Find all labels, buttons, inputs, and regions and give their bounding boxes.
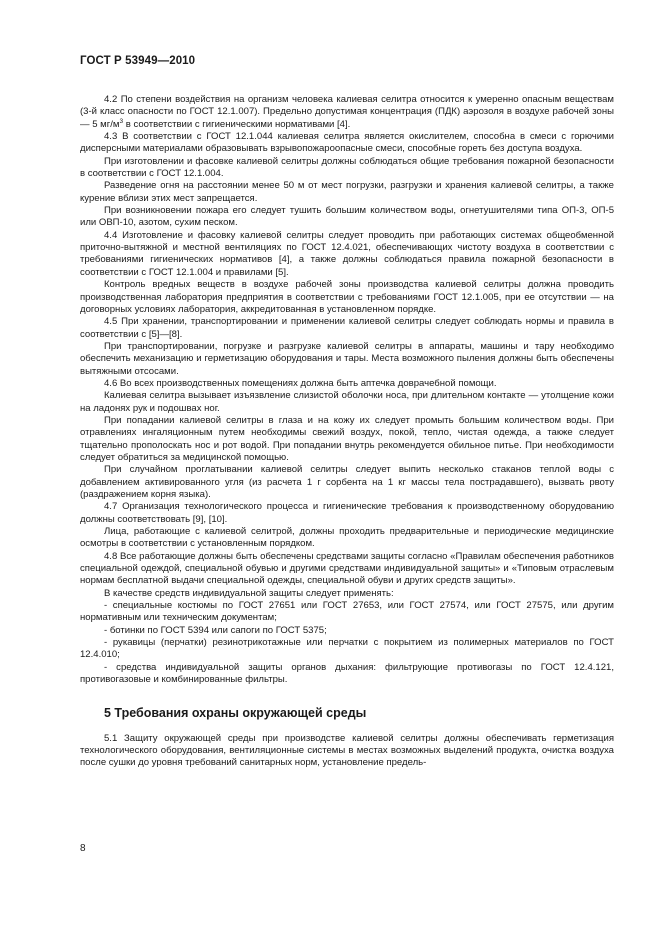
- paragraph: При транспортировании, погрузке и разгрузке калиевой селитры в аппараты, машины и тару необходимо обеспечить механизацию и герметизацию оборудования и тары. Места возможного пыления должны быть обеспечены вытяжными отсосами.: [80, 340, 614, 377]
- page-number: 8: [80, 843, 86, 854]
- paragraph: Контроль вредных веществ в воздухе рабочей зоны производства калиевой селитры должна проводить производственная лаборатория предприятия в соответствии с требованиями ГОСТ 12.1.005, при ее отсутствии — на договорных условиях лаборатория, аккредитованная в установленном порядке.: [80, 279, 614, 315]
- paragraph: При попадании калиевой селитры в глаза и на кожу их следует промыть большим количеством воды. При отравлениях ингаляционным путем необходимы свежий воздух, покой, тепло, чистая одежда, а также следует тщательно прополоскать нос и рот водой. При попадании внутрь рекомендуется обильное питье. При необходимости следует обратиться за медицинской помощью.: [80, 414, 614, 463]
- paragraph-4-2: 4.2 По степени воздействия на организм человека калиевая селитра относится к умеренно опасным веществам (3-й класс опасности по ГОСТ 12.1.007). Предельно допустимая концентрация (ПДК) аэрозоля в воздухе рабочей зоны — 5 $мг/м^3$ в соответствии с гигиеническими нормативами [4].: [80, 94, 614, 130]
- paragraph: В качестве средств индивидуальной защиты следует применять:: [104, 587, 394, 599]
- paragraph: 4.4 Изготовление и фасовку калиевой селитры следует проводить при работающих системах общеобменной приточно-вытяжной и местной вентиляциях по ГОСТ 12.4.021, обеспечивающих чистоту воздуха в соответствии с требованиями гигиенических нормативов [4], а также должны соблюдаться правила пожарной безопасности в соответствии с ГОСТ 12.1.004 и правилами [5].: [80, 229, 614, 278]
- superscript: 3: [119, 117, 124, 125]
- paragraph: Лица, работающие с калиевой селитрой, должны проходить предварительные и периодические медицинские осмотры в соответствии с установленным порядком.: [80, 526, 614, 550]
- paragraph: 4.7 Организация технологического процесса и гигиенические требования к производственному оборудованию должны соответствовать [9], [10].: [80, 501, 614, 525]
- paragraph: При изготовлении и фасовке калиевой селитры должны соблюдаться общие требования пожарной безопасности в соответствии с ГОСТ 12.1.004.: [80, 155, 614, 180]
- paragraph: При возникновении пожара его следует тушить большим количеством воды, огнетушителями типа ОП-3, ОП-5 или ОВП-10, азотом, сухим песком.: [80, 205, 614, 229]
- list-item: - ботинки по ГОСТ 5394 или сапоги по ГОСТ 5375;: [104, 624, 327, 636]
- paragraph-5-1: 5.1 Защиту окружающей среды при производстве калиевой селитры должны обеспечивать герметизация технологического оборудования, вентиляционные системы в местах возможных выделений продукта, очистка воздуха после сушки до уровня требований санитарных норм, установление предель-: [80, 732, 614, 769]
- paragraph: 4.8 Все работающие должны быть обеспечены средствами защиты согласно «Правилам обеспечения работников специальной одеждой, специальной обувью и другими средствами индивидуальной защиты» и «Типовым отраслевым нормам бесплатной выдачи специальной одежды, специальной обуви и других средств защиты».: [80, 550, 614, 587]
- document-body: [80, 94, 614, 770]
- list-item: - специальные костюмы по ГОСТ 27651 или ГОСТ 27653, или ГОСТ 27574, или ГОСТ 27575, или другим нормативным или техническим документам;: [80, 600, 614, 624]
- paragraph: Калиевая селитра вызывает изъязвление слизистой оболочки носа, при длительном контакте — утолщение кожи на ладонях рук и подошвах ног.: [80, 390, 614, 414]
- paragraph: 4.3 В соответствии с ГОСТ 12.1.044 калиевая селитра является окислителем, способна в смеси с горючими дисперсными материалами образовывать взрывопожароопасные смеси, способные гореть без доступа воздуха.: [80, 131, 614, 155]
- list-item: - средства индивидуальной защиты органов дыхания: фильтрующие противогазы по ГОСТ 12.4.121, противогазовые и комбинированные фильтры.: [80, 661, 614, 686]
- paragraph: Разведение огня на расстоянии менее 50 м от мест погрузки, разгрузки и хранения калиевой селитры, а также курение вблизи этих мест запрещается.: [80, 180, 614, 204]
- paragraph: 4.6 Во всех производственных помещениях должна быть аптечка доврачебной помощи.: [104, 377, 497, 389]
- list-item: - рукавицы (перчатки) резинотрикотажные или перчатки с покрытием из полимерных материалов по ГОСТ 12.4.010;: [80, 637, 614, 661]
- paragraph: При случайном проглатывании калиевой селитры следует выпить несколько стаканов теплой воды с добавлением активированного угля (из расчета 1 г сорбента на 1 кг массы тела пострадавшего), вызвать рвоту (раздражением корня языка).: [80, 464, 614, 500]
- standard-header: ГОСТ Р 53949—2010: [80, 55, 196, 67]
- section-title: 5 Требования охраны окружающей среды: [104, 705, 367, 720]
- paragraph: 4.5 При хранении, транспортировании и применении калиевой селитры следует соблюдать нормы и правила в соответствии с [5]—[8].: [80, 316, 614, 340]
